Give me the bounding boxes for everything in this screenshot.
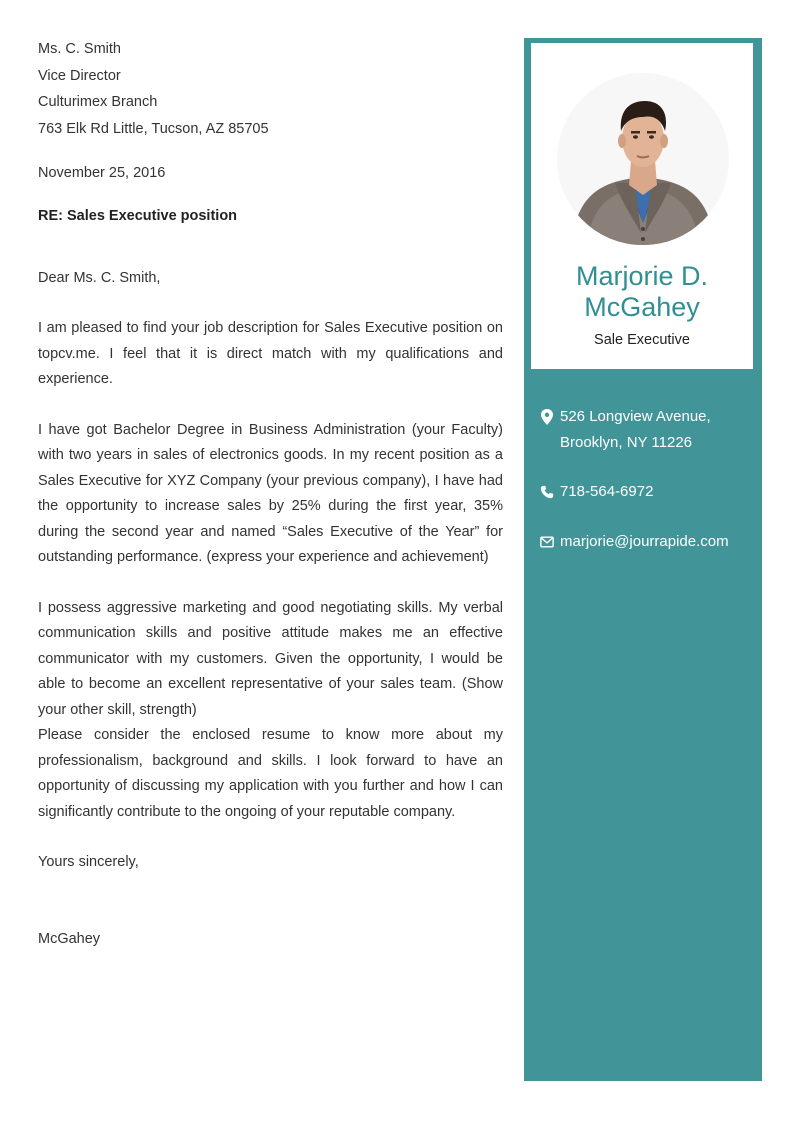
phone-text: 718-564-6972 xyxy=(560,483,654,500)
letter-date: November 25, 2016 xyxy=(38,164,166,181)
contact-email xyxy=(540,529,760,555)
map-marker-icon xyxy=(540,409,554,425)
recipient-name: Ms. C. Smith xyxy=(38,41,121,57)
recipient-branch: Culturimex Branch xyxy=(38,94,158,111)
address-line2: Brooklyn, NY 11226 xyxy=(560,434,693,451)
avatar xyxy=(557,73,729,245)
address-line1: 526 Longview Avenue, xyxy=(560,408,711,425)
profile-name-first: Marjorie D. xyxy=(575,261,709,291)
contact-address xyxy=(540,404,760,456)
address-text xyxy=(560,404,760,456)
paragraph-skills: I possess aggressive marketing and good negotiating skills. My verbal communication skills and positive attitude makes me an effective communicator with my customers. Given the opportunity, I would be able to become an excellent representative of your sales team. (Show your other skill, strength) xyxy=(38,599,503,718)
paragraph-closing: Please consider the enclosed resume to know more about my professionalism, background and skills. I look forward to have an opportunity of discussing my application with you further and how I can significantly contribute to the ongoing of your reputable company. xyxy=(38,727,503,820)
profile-job-title: Sale Executive xyxy=(594,332,690,348)
signature: McGahey xyxy=(38,930,101,947)
letter-subject: RE: Sales Executive position xyxy=(38,208,238,225)
avatar-photo xyxy=(557,73,729,245)
envelope-icon xyxy=(540,534,554,550)
email-text[interactable]: marjorie@jourrapide.com xyxy=(560,533,729,550)
contact-phone xyxy=(540,479,760,505)
profile-name xyxy=(531,261,753,323)
cover-letter xyxy=(38,36,503,952)
recipient-title: Vice Director xyxy=(38,67,121,84)
recipient-block xyxy=(38,36,503,143)
phone-icon xyxy=(540,484,554,500)
profile-name-last: McGahey xyxy=(584,292,700,322)
paragraph-intro: I am pleased to find your job description for Sales Executive position on topcv.me. I feel that it is direct match with my qualifications and experience. xyxy=(38,320,503,388)
salutation: Dear Ms. C. Smith, xyxy=(38,269,161,286)
profile-card xyxy=(531,43,753,369)
profile-sidebar xyxy=(524,38,762,1081)
recipient-address: 763 Elk Rd Little, Tucson, AZ 85705 xyxy=(38,121,269,138)
paragraph-experience: I have got Bachelor Degree in Business Administration (your Faculty) with two years in sales of electronics goods. In my recent position as a Sales Executive for XYZ Company (your previous company), I have had the opportunity to increase sales by 25% during the first year, 35% during the second year and named “Sales Executive of the Year” for outstanding performance. (express your experience and achievement) xyxy=(38,421,503,566)
closing: Yours sincerely, xyxy=(38,854,139,871)
